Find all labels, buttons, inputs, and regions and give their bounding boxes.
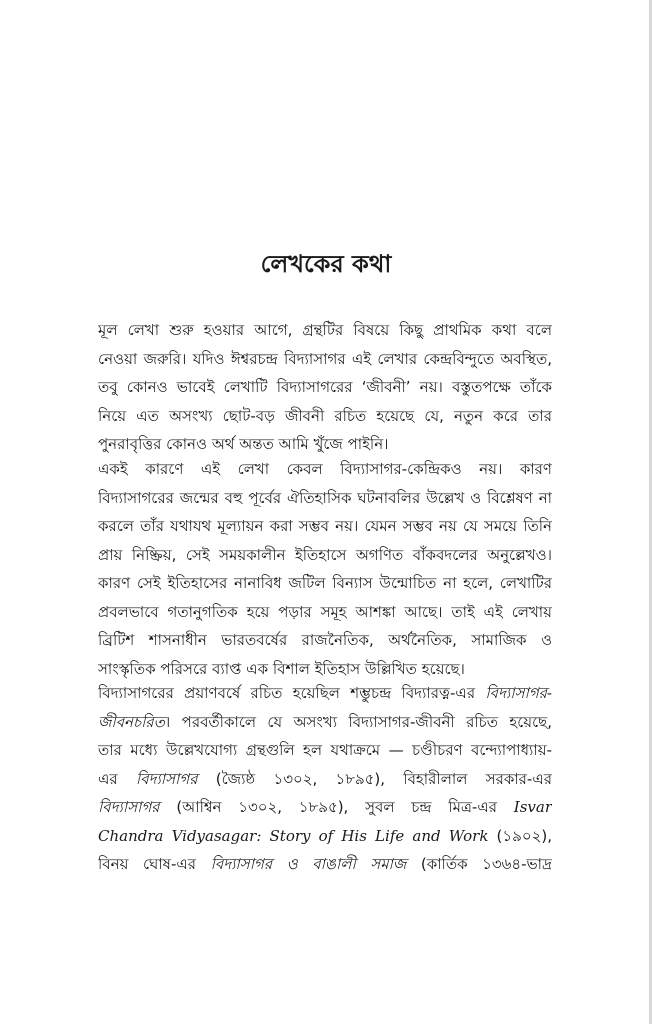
text-run: (আশ্বিন ১৩০২, ১৮৯৫), সুবল চন্দ্র মিত্র-এর	[159, 798, 514, 816]
text-run: । পরবর্তীকালে যে অসংখ্য বিদ্যাসাগর-জীবনী রচিত হয়েছে,	[164, 712, 552, 731]
paragraph-3-line	[98, 765, 552, 794]
text-run: বিদ্যাসাগরের প্রয়াণবর্ষে রচিত হয়েছিল শম্ভুচন্দ্র বিদ্যারত্ন-এর	[98, 684, 486, 702]
paragraph-1-line: মূল লেখা শুরু হওয়ার আগে, গ্রন্থটির বিষয়ে কিছু প্রাথমিক কথা বলে	[98, 321, 552, 339]
text-run: বিনয় ঘোষ-এর	[98, 855, 211, 873]
paragraph-1	[98, 316, 552, 459]
paragraph-1-line: তবু কোনও ভাবেই লেখাটি বিদ্যাসাগরের ‘জীবনী’ নয়। বস্তুতপক্ষে তাঁকে	[98, 378, 552, 396]
paragraph-2-line: বিদ্যাসাগরের জন্মের বহু পূর্বের ঐতিহাসিক ঘটনাবলির উল্লেখ ও বিশ্লেষণ না	[98, 488, 552, 507]
paragraph-3-line	[98, 793, 552, 822]
paragraph-2-line: করলে তাঁর যথাযথ মূল্যায়ন করা সম্ভব নয়। যেমন সম্ভব নয় যে সময়ে তিনি	[98, 517, 552, 535]
paragraph-3-line: তার মধ্যে উল্লেখযোগ্য গ্রন্থগুলি হল যথাক্রমে — চণ্ডীচরণ বন্দ্যোপাধ্যায়-	[98, 741, 552, 759]
paragraph-2-line: প্রবলভাবে গতানুগতিক হয়ে পড়ার সমূহ আশঙ্কা আছে। তাই এই লেখায়	[98, 602, 552, 621]
text-run: (জ্যৈষ্ঠ ১৩০২, ১৮৯৫), বিহারীলাল সরকার-এর	[197, 769, 552, 788]
text-run: (কার্তিক ১৩৬৪-ভাদ্র	[406, 855, 552, 873]
paragraph-2-line: কারণ সেই ইতিহাসের নানাবিধ জটিল বিন্যাস উন্মোচিত না হলে, লেখাটির	[98, 574, 552, 592]
book-title: জীবনচরিত	[98, 712, 165, 731]
book-title: Chandra Vidyasagar: Story of His Life and Work	[98, 826, 489, 845]
paragraph-2-line: একই কারণে এই লেখা কেবল বিদ্যাসাগর-কেন্দ্রিকও নয়। কারণ	[98, 460, 552, 478]
book-title: বিদ্যাসাগর ও বাঙালী সমাজ	[210, 855, 407, 873]
book-title: বিদ্যাসাগর	[135, 769, 198, 788]
text-run: (১৯০২),	[488, 826, 552, 845]
book-title: বিদ্যাসাগর-	[485, 684, 552, 702]
page-title: লেখকের কথা	[260, 250, 392, 279]
paragraph-1-line: নিয়ে এত অসংখ্য ছোট-বড় জীবনী রচিত হয়েছে যে, নতুন করে তার	[98, 406, 552, 425]
paragraph-1-line: নেওয়া জরুরি। যদিও ঈশ্বরচন্দ্র বিদ্যাসাগর এই লেখার কেন্দ্রবিন্দুতে অবস্থিত,	[98, 349, 552, 368]
paragraph-3	[98, 679, 552, 879]
paragraph-3-line	[98, 708, 552, 737]
paragraph-2-line: ব্রিটিশ শাসনাধীন ভারতবর্ষের রাজনৈতিক, অর্থনৈতিক, সামাজিক ও	[98, 631, 552, 649]
paragraph-2-line: সাংস্কৃতিক পরিসরে ব্যাপ্ত এক বিশাল ইতিহাস উল্লিখিত হয়েছে।	[98, 659, 465, 678]
paragraph-3-line	[98, 822, 552, 851]
paragraph-2-line: প্রায় নিষ্ক্রিয়, সেই সময়কালীন ইতিহাসে অগণিত বাঁকবদলের অনুল্লেখও।	[98, 545, 552, 564]
book-title: Isvar	[513, 798, 552, 816]
text-run: এর	[98, 769, 136, 788]
paragraph-3-line	[98, 850, 552, 879]
paragraph-1-line: পুনরাবৃত্তির কোনও অর্থ অন্তত আমি খুঁজে পাইনি।	[98, 435, 389, 453]
book-title: বিদ্যাসাগর	[98, 798, 160, 816]
paragraph-2	[98, 455, 552, 683]
paragraph-3-line	[98, 679, 552, 708]
